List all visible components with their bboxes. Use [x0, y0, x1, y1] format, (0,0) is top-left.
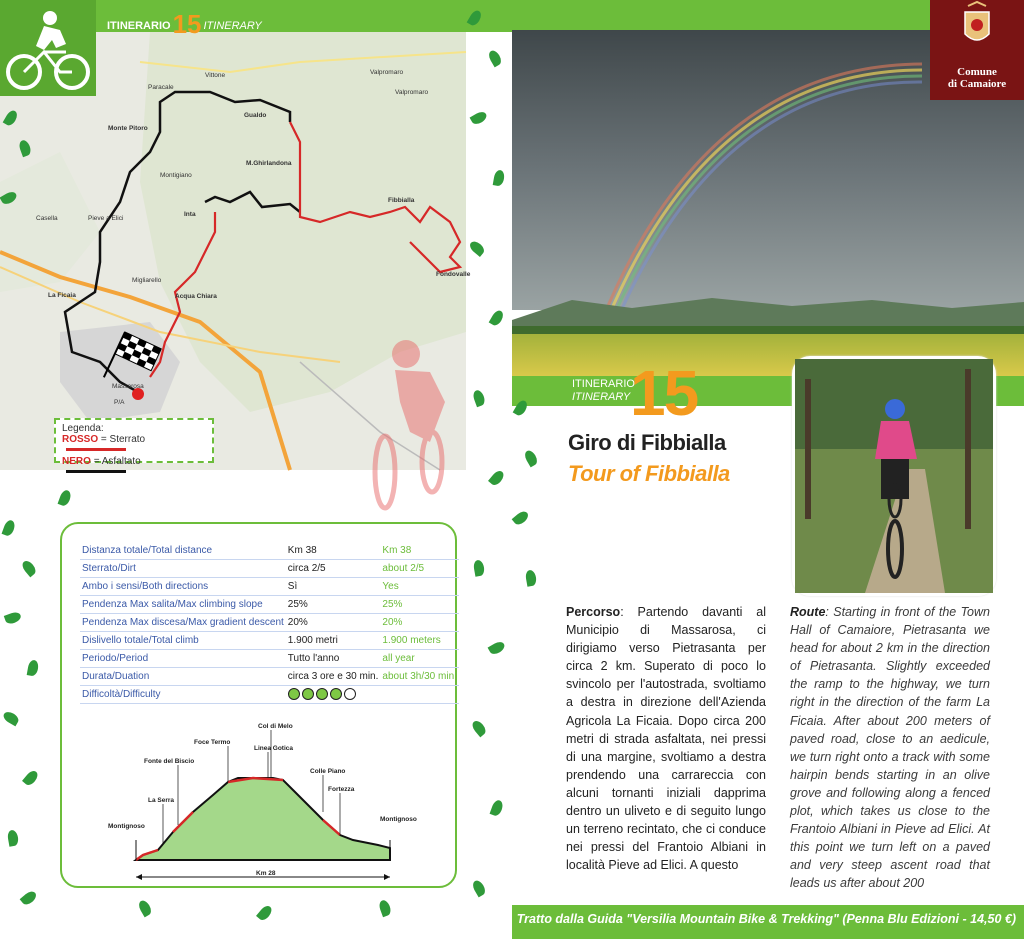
stats-cell-it: circa 3 ore e 30 min.: [286, 668, 381, 686]
stats-cell-en: Km 38: [380, 542, 459, 560]
difficulty-dot: [302, 688, 314, 700]
stats-cell-en: [380, 686, 459, 704]
route-map: [0, 32, 471, 470]
stats-row: [80, 614, 459, 632]
profile-label-foce-termo: Foce Termo: [194, 739, 231, 746]
stats-cell-label: Periodo/Period: [80, 650, 286, 668]
legend-title: Legenda:: [62, 423, 104, 434]
svg-text:Valpromaro: Valpromaro: [370, 69, 404, 76]
svg-text:Pieve a Elici: Pieve a Elici: [88, 215, 124, 222]
svg-text:Monte Pitoro: Monte Pitoro: [108, 125, 148, 132]
profile-label-col-di-melo: Col di Melo: [258, 723, 293, 730]
map-legend: [54, 418, 214, 467]
legend-black: NERO = Asfaltato: [62, 456, 206, 478]
title-italian: Giro di Fibbialla: [568, 430, 726, 455]
itinerary-number: 15: [172, 9, 202, 39]
title-english: Tour of Fibbialla: [568, 461, 730, 486]
difficulty-dot: [330, 688, 342, 700]
stats-cell-it: 25%: [286, 596, 381, 614]
itinerary-label: ITINERARIO: [107, 20, 171, 32]
svg-text:Paracale: Paracale: [148, 84, 174, 91]
footer-source-text: Tratto dalla Guida "Versilia Mountain Bike & Trekking" (Penna Blu Edizioni - 14,50 €): [516, 912, 1016, 926]
stats-cell-label: Pendenza Max salita/Max climbing slope: [80, 596, 286, 614]
coat-of-arms-icon: [930, 0, 1024, 62]
stats-cell-en: all year: [380, 650, 459, 668]
profile-label-fonte-biscio: Fonte del Biscio: [144, 758, 195, 765]
stats-cell-en: 25%: [380, 596, 459, 614]
svg-text:Inta: Inta: [184, 211, 196, 218]
profile-label-montignoso-start: Montignoso: [108, 823, 145, 830]
stats-cell-it: circa 2/5: [286, 560, 381, 578]
svg-text:La Ficaia: La Ficaia: [48, 292, 76, 299]
svg-text:Massarosa: Massarosa: [112, 383, 144, 390]
profile-label-montignoso-end: Montignoso: [380, 816, 417, 823]
stats-cell-en: Yes: [380, 578, 459, 596]
svg-text:Casella: Casella: [36, 215, 58, 222]
itinerary-header: [107, 9, 262, 40]
stats-cell-label: Pendenza Max discesa/Max gradient descent: [80, 614, 286, 632]
svg-text:Migliarello: Migliarello: [132, 277, 162, 284]
stats-row: [80, 668, 459, 686]
stats-cell-en: about 2/5: [380, 560, 459, 578]
profile-distance-label: Km 28: [256, 870, 276, 877]
svg-text:Valpromaro: Valpromaro: [395, 89, 429, 96]
stats-row: [80, 632, 459, 650]
stats-cell-label: Durata/Duation: [80, 668, 286, 686]
biker-photo: [792, 356, 996, 596]
difficulty-dot: [288, 688, 300, 700]
difficulty-dot: [344, 688, 356, 700]
svg-text:Gualdo: Gualdo: [244, 112, 267, 119]
profile-label-linea-gotica: Linea Gotica: [254, 745, 294, 752]
svg-text:Fondovalle: Fondovalle: [436, 271, 471, 278]
stats-cell-it: 1.900 metri: [286, 632, 381, 650]
stats-row: [80, 560, 459, 578]
svg-text:Acqua Chiara: Acqua Chiara: [175, 293, 217, 300]
map-svg: [0, 32, 471, 470]
stats-cell-label: Ambo i sensi/Both directions: [80, 578, 286, 596]
stats-row: [80, 542, 459, 560]
svg-text:M.Ghirlandona: M.Ghirlandona: [246, 160, 292, 167]
svg-text:P/A: P/A: [114, 399, 125, 406]
stats-cell-label: Sterrato/Dirt: [80, 560, 286, 578]
itinerary-big-number: 15: [630, 357, 698, 429]
profile-label-la-serra: La Serra: [148, 797, 175, 804]
bicycle-icon: [0, 0, 96, 96]
legend-red: ROSSO = Sterrato: [62, 434, 206, 456]
route-text-italian: Percorso: Partendo davanti al Municipio di Massarosa, ci dirigiamo verso Pietrasanta per circa 2 km. Superato di poco lo svincolo per l'autostrada, svoltiamo a destra in direzione dell'Azienda Agricola La Ficaia. Dopo circa 200 metri di strada asfaltata, nei pressi di una margine, svoltiamo a destra prendendo una carrareccia con alcuni tornanti iniziali dapprima dentro un uliveto e di seguito lungo un terreno recintato, che ci conduce nei pressi del Frantoio Albiani in località Pieve ad Elici. A questo: [566, 605, 766, 873]
right-page: [512, 0, 1024, 939]
route-text-english: Route: Starting in front of the Town Hall of Camaiore, Pietrasanta we head for about 2 km in the direction of Pietrasanta. Slightly exceeded the ramp to the highway, we turn right in the direction of the farm La Ficaia. After about 200 meters of paved road, close to an aedicule, we turn right onto a track with some hairpin bends starting in an olive grove and following along a fenced plot, which takes us close to the Frantoio Albiani in Pieve ad Elici. At this point we turn left on a paved and very steep ascent road that leads us after about 200: [790, 605, 990, 891]
stats-cell-it: [286, 686, 381, 704]
itinerary-tag: ITINERARIO ITINERARY: [572, 378, 635, 403]
stats-cell-label: Dislivello totale/Total climb: [80, 632, 286, 650]
stats-cell-it: Km 38: [286, 542, 381, 560]
difficulty-dot: [316, 688, 328, 700]
stats-cell-en: 1.900 meters: [380, 632, 459, 650]
stats-cell-label: Distanza totale/Total distance: [80, 542, 286, 560]
stats-row: [80, 578, 459, 596]
stats-row: [80, 686, 459, 704]
stats-row: [80, 596, 459, 614]
profile-label-colle-piano: Colle Piano: [310, 768, 346, 775]
stats-cell-en: about 3h/30 min.: [380, 668, 459, 686]
stats-cell-it: Tutto l'anno: [286, 650, 381, 668]
elevation-profile: [78, 720, 428, 885]
bike-badge: [0, 0, 96, 96]
stats-cell-it: 20%: [286, 614, 381, 632]
stats-cell-en: 20%: [380, 614, 459, 632]
svg-text:Montigiano: Montigiano: [160, 172, 192, 179]
svg-text:Fibbialla: Fibbialla: [388, 197, 415, 204]
crest-text: Comune di Camaiore: [947, 66, 1007, 90]
stats-cell-it: Sì: [286, 578, 381, 596]
profile-label-fortezza: Fortezza: [328, 786, 355, 793]
stats-cell-label: Difficoltà/Difficulty: [80, 686, 286, 704]
stats-row: [80, 650, 459, 668]
svg-text:Vittone: Vittone: [205, 72, 226, 79]
stats-table: [80, 542, 459, 704]
itinerary-label-en: ITINERARY: [203, 20, 262, 32]
